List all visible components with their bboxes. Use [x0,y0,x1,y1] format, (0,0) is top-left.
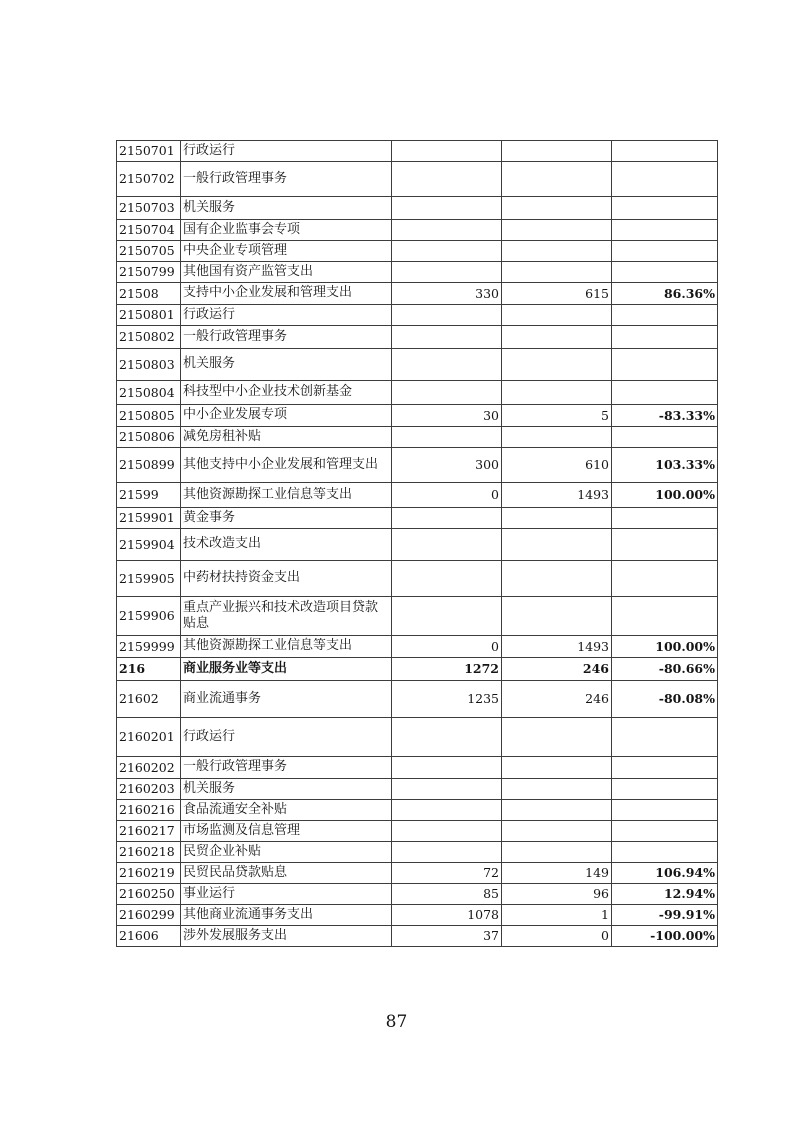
table-row [117,800,718,821]
cell-value2 [502,561,612,597]
cell-name: 重点产业振兴和技术改造项目贷款贴息 [181,597,392,636]
cell-value2 [502,349,612,381]
cell-value1 [392,220,502,241]
cell-value1: 300 [392,448,502,483]
table-row [117,220,718,241]
cell-value1: 330 [392,283,502,305]
cell-percent [612,305,718,326]
cell-code: 2159999 [117,636,181,658]
cell-code: 2150805 [117,405,181,427]
cell-value1 [392,821,502,842]
cell-name: 技术改造支出 [181,529,392,561]
table-row [117,262,718,283]
cell-name: 市场监测及信息管理 [181,821,392,842]
cell-code: 2150701 [117,141,181,162]
table-row [117,508,718,529]
table-row [117,561,718,597]
cell-value1 [392,381,502,405]
cell-value2: 96 [502,884,612,905]
cell-name: 民贸民品贷款贴息 [181,863,392,884]
cell-name: 中央企业专项管理 [181,241,392,262]
cell-code: 2160299 [117,905,181,926]
table-row [117,326,718,349]
cell-value1 [392,262,502,283]
cell-name: 机关服务 [181,349,392,381]
table-row [117,197,718,220]
cell-percent [612,262,718,283]
table-row [117,779,718,800]
cell-value2: 1 [502,905,612,926]
cell-code: 2159904 [117,529,181,561]
cell-value2 [502,597,612,636]
cell-percent [612,561,718,597]
cell-name: 涉外发展服务支出 [181,926,392,947]
cell-value2 [502,757,612,779]
cell-value1: 1078 [392,905,502,926]
cell-value2 [502,718,612,757]
cell-value1 [392,718,502,757]
cell-code: 2159901 [117,508,181,529]
cell-value2 [502,141,612,162]
cell-value2: 615 [502,283,612,305]
cell-value2 [502,800,612,821]
cell-code: 2150705 [117,241,181,262]
cell-value1 [392,800,502,821]
cell-code: 2160203 [117,779,181,800]
cell-code: 2150804 [117,381,181,405]
budget-table-body [117,141,718,947]
cell-code: 2160218 [117,842,181,863]
cell-value1: 0 [392,483,502,508]
cell-code: 2160250 [117,884,181,905]
cell-name: 中药材扶持资金支出 [181,561,392,597]
cell-value2 [502,197,612,220]
table-row [117,141,718,162]
cell-percent [612,821,718,842]
table-row [117,636,718,658]
cell-value1 [392,162,502,197]
table-row [117,427,718,448]
cell-value2: 246 [502,681,612,718]
table-row [117,884,718,905]
cell-value2: 1493 [502,483,612,508]
cell-percent [612,529,718,561]
cell-code: 2150703 [117,197,181,220]
cell-code: 2150801 [117,305,181,326]
cell-name: 减免房租补贴 [181,427,392,448]
table-row [117,757,718,779]
table-row [117,529,718,561]
cell-percent: -83.33% [612,405,718,427]
cell-code: 216 [117,658,181,681]
cell-percent [612,381,718,405]
cell-value2: 0 [502,926,612,947]
table-row [117,241,718,262]
cell-name: 商业流通事务 [181,681,392,718]
cell-percent: 103.33% [612,448,718,483]
cell-code: 2160217 [117,821,181,842]
cell-value1 [392,529,502,561]
cell-value2 [502,241,612,262]
cell-value2 [502,842,612,863]
cell-percent: -80.08% [612,681,718,718]
cell-value2: 149 [502,863,612,884]
cell-value1 [392,349,502,381]
table-row [117,681,718,718]
cell-code: 2160202 [117,757,181,779]
cell-value1 [392,508,502,529]
cell-value1 [392,779,502,800]
cell-value1: 0 [392,636,502,658]
cell-value2 [502,220,612,241]
cell-code: 2150806 [117,427,181,448]
cell-percent [612,241,718,262]
table-row [117,863,718,884]
cell-value1 [392,241,502,262]
cell-code: 2160219 [117,863,181,884]
table-row [117,926,718,947]
table-row [117,349,718,381]
cell-value2 [502,529,612,561]
table-row [117,483,718,508]
cell-name: 其他支持中小企业发展和管理支出 [181,448,392,483]
cell-value2 [502,779,612,800]
cell-percent [612,197,718,220]
table-row [117,842,718,863]
cell-name: 事业运行 [181,884,392,905]
cell-value2 [502,381,612,405]
cell-value1 [392,597,502,636]
cell-name: 其他资源勘探工业信息等支出 [181,483,392,508]
cell-value2 [502,262,612,283]
cell-value1 [392,842,502,863]
cell-code: 2150702 [117,162,181,197]
table-row [117,283,718,305]
cell-percent [612,162,718,197]
cell-code: 2160201 [117,718,181,757]
table-row [117,718,718,757]
cell-value1 [392,305,502,326]
cell-code: 2159905 [117,561,181,597]
cell-percent [612,800,718,821]
cell-code: 21602 [117,681,181,718]
cell-value1: 30 [392,405,502,427]
table-row [117,658,718,681]
cell-value1 [392,141,502,162]
budget-table [116,140,718,947]
cell-name: 行政运行 [181,141,392,162]
cell-code: 21599 [117,483,181,508]
cell-name: 科技型中小企业技术创新基金 [181,381,392,405]
cell-value2 [502,427,612,448]
table-row [117,821,718,842]
cell-name: 行政运行 [181,718,392,757]
cell-name: 机关服务 [181,779,392,800]
cell-percent [612,508,718,529]
cell-name: 民贸企业补贴 [181,842,392,863]
cell-value2: 5 [502,405,612,427]
cell-code: 21508 [117,283,181,305]
cell-percent: 100.00% [612,636,718,658]
table-row [117,597,718,636]
cell-code: 2160216 [117,800,181,821]
cell-percent [612,141,718,162]
cell-name: 中小企业发展专项 [181,405,392,427]
cell-name: 其他资源勘探工业信息等支出 [181,636,392,658]
cell-percent: 12.94% [612,884,718,905]
cell-value1 [392,561,502,597]
cell-percent: 100.00% [612,483,718,508]
cell-value2 [502,305,612,326]
cell-percent [612,757,718,779]
cell-percent: 86.36% [612,283,718,305]
cell-value2 [502,162,612,197]
cell-name: 行政运行 [181,305,392,326]
cell-name: 商业服务业等支出 [181,658,392,681]
cell-value2 [502,508,612,529]
cell-percent [612,842,718,863]
cell-percent [612,326,718,349]
cell-value2 [502,821,612,842]
table-row [117,405,718,427]
cell-value1: 85 [392,884,502,905]
cell-name: 一般行政管理事务 [181,162,392,197]
cell-name: 国有企业监事会专项 [181,220,392,241]
cell-value1: 37 [392,926,502,947]
cell-name: 机关服务 [181,197,392,220]
cell-code: 2150799 [117,262,181,283]
cell-percent [612,220,718,241]
table-row [117,162,718,197]
cell-percent [612,718,718,757]
cell-percent: -80.66% [612,658,718,681]
page-number: 87 [385,1012,408,1032]
cell-percent [612,427,718,448]
cell-code: 21606 [117,926,181,947]
cell-percent [612,779,718,800]
table-row [117,305,718,326]
cell-code: 2150899 [117,448,181,483]
cell-code: 2150803 [117,349,181,381]
cell-percent: 106.94% [612,863,718,884]
cell-code: 2159906 [117,597,181,636]
cell-percent [612,349,718,381]
cell-code: 2150802 [117,326,181,349]
cell-name: 其他国有资产监管支出 [181,262,392,283]
cell-percent: -99.91% [612,905,718,926]
cell-code: 2150704 [117,220,181,241]
cell-percent [612,597,718,636]
cell-value2: 610 [502,448,612,483]
cell-name: 一般行政管理事务 [181,326,392,349]
cell-name: 黄金事务 [181,508,392,529]
cell-value1 [392,757,502,779]
table-row [117,381,718,405]
cell-value1: 1235 [392,681,502,718]
table-row [117,448,718,483]
cell-name: 支持中小企业发展和管理支出 [181,283,392,305]
cell-percent: -100.00% [612,926,718,947]
cell-value1 [392,427,502,448]
cell-value1 [392,197,502,220]
cell-value2 [502,326,612,349]
cell-name: 食品流通安全补贴 [181,800,392,821]
cell-value2: 246 [502,658,612,681]
cell-value1 [392,326,502,349]
cell-name: 一般行政管理事务 [181,757,392,779]
cell-value1: 1272 [392,658,502,681]
cell-value2: 1493 [502,636,612,658]
cell-value1: 72 [392,863,502,884]
table-row [117,905,718,926]
cell-name: 其他商业流通事务支出 [181,905,392,926]
